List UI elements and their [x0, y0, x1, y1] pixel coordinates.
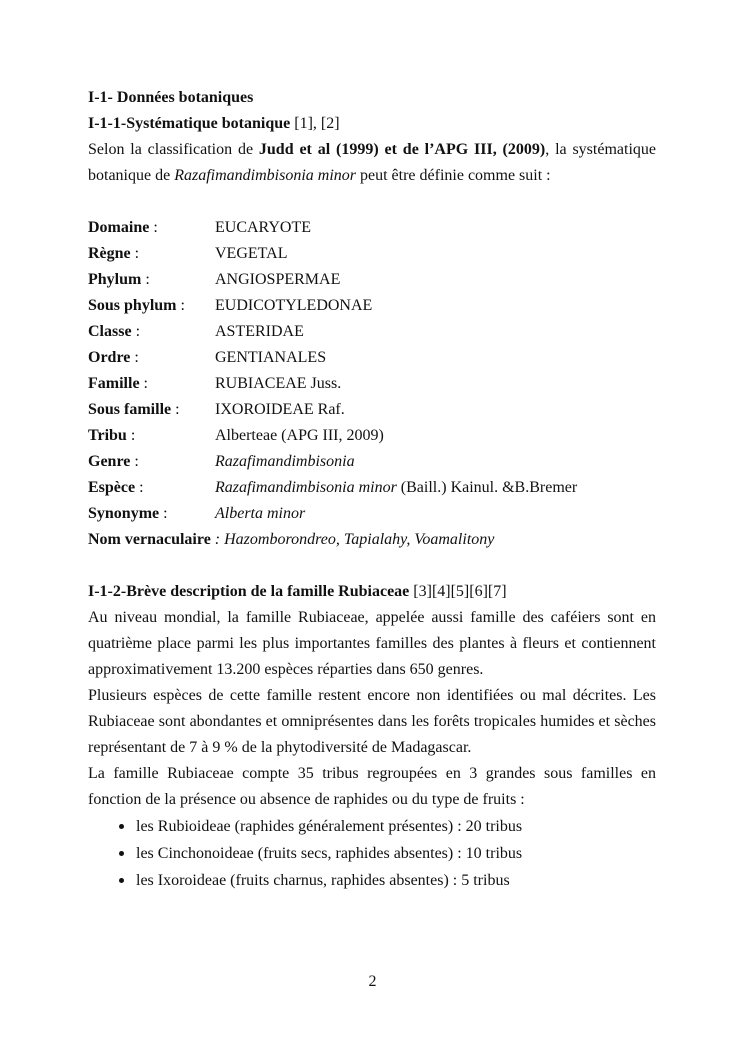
taxonomy-separator: : — [210, 531, 225, 548]
subsection-heading-systematique — [88, 111, 656, 137]
blank-line — [88, 189, 656, 215]
taxonomy-label-text: Famille — [88, 375, 140, 392]
intro-paragraph — [88, 137, 656, 189]
taxonomy-value-normal: EUDICOTYLEDONAE — [215, 297, 373, 314]
taxonomy-label — [88, 241, 215, 267]
taxonomy-value — [215, 449, 656, 475]
taxonomy-separator: : — [130, 453, 139, 470]
taxonomy-label — [88, 423, 215, 449]
taxonomy-label-text: Nom vernaculaire — [88, 531, 211, 548]
citation-refs: [1], [2] — [290, 115, 340, 132]
blank-line — [88, 553, 656, 579]
subsection-heading-text: I-1-2-Brève description de la famille Rubiaceae — [88, 583, 410, 600]
taxonomy-row-phylum — [88, 267, 656, 293]
subsection-heading-description-rubiaceae — [88, 579, 656, 605]
page-number: 2 — [368, 973, 377, 990]
taxonomy-row-classe — [88, 319, 656, 345]
taxonomy-value-normal: IXOROIDEAE Raf. — [215, 401, 345, 418]
taxonomy-label — [88, 345, 215, 371]
taxonomy-separator: : — [130, 245, 140, 262]
taxonomy-label — [88, 319, 215, 345]
taxonomy-label-text: Règne — [88, 245, 131, 262]
intro-species-italic: Razafimandimbisonia minor — [174, 167, 356, 184]
taxonomy-value — [215, 475, 656, 501]
taxonomy-label — [88, 475, 215, 501]
taxonomy-label — [88, 293, 215, 319]
taxonomy-separator: : — [131, 323, 141, 340]
taxonomy-value — [215, 215, 656, 241]
taxonomy-label — [88, 449, 215, 475]
intro-text-1: Selon la classification de — [88, 141, 259, 158]
taxonomy-row-synonyme — [88, 501, 656, 527]
section-heading-donnees-botaniques — [88, 85, 656, 111]
taxonomy-label-text: Espèce — [88, 479, 136, 496]
citation-refs: [3][4][5][6][7] — [409, 583, 507, 600]
intro-text-2: , la systématique botanique de — [88, 141, 656, 184]
taxonomy-value-normal: VEGETAL — [215, 245, 288, 262]
subsection-heading-text: I-1-1-Systématique botanique — [88, 115, 291, 132]
taxonomy-label-text: Classe — [88, 323, 132, 340]
taxonomy-row-sous-phylum — [88, 293, 656, 319]
taxonomy-label — [88, 397, 215, 423]
taxonomy-value — [215, 371, 656, 397]
taxonomy-separator: : — [171, 401, 180, 418]
taxonomy-row-espece — [88, 475, 656, 501]
taxonomy-row-nom-vernaculaire — [88, 527, 656, 553]
taxonomy-value — [215, 345, 656, 371]
description-paragraph-1: Au niveau mondial, la famille Rubiaceae, appelée aussi famille des caféiers sont en quatrième place parmi les plus importantes familles des plantes à fleurs et contiennent approximativement 13.200 espèces réparties dans 650 genres. — [88, 609, 656, 678]
taxonomy-label — [88, 215, 215, 241]
taxonomy-value-normal: (Baill.) Kainul. &B.Bremer — [396, 479, 578, 496]
taxonomy-label-text: Sous famille — [88, 401, 172, 418]
taxonomy-value-normal: ASTERIDAE — [215, 323, 304, 340]
taxonomy-label-text: Domaine — [88, 219, 150, 236]
taxonomy-row-ordre — [88, 345, 656, 371]
taxonomy-separator: : — [130, 349, 139, 366]
taxonomy-value — [215, 267, 656, 293]
taxonomy-value — [215, 293, 656, 319]
taxonomy-row-regne — [88, 241, 656, 267]
taxonomy-row-sous-famille — [88, 397, 656, 423]
taxonomy-label-text: Ordre — [88, 349, 131, 366]
taxonomy-separator: : — [159, 505, 168, 522]
taxonomy-label-text: Tribu — [88, 427, 127, 444]
taxonomy-label-text: Genre — [88, 453, 131, 470]
taxonomy-label — [88, 267, 215, 293]
bullet-item-rubioideae: les Rubioideae (raphides généralement présentes) : 20 tribus — [88, 813, 656, 840]
taxonomy-row-famille — [88, 371, 656, 397]
taxonomy-value-normal: EUCARYOTE — [215, 219, 311, 236]
taxonomy-value-italic: Hazomborondreo, Tapialahy, Voamalitony — [224, 531, 495, 548]
taxonomy-value — [215, 319, 656, 345]
taxonomy-label — [88, 371, 215, 397]
taxonomy-value-normal: ANGIOSPERMAE — [215, 271, 341, 288]
subfamily-bullet-list — [88, 813, 656, 894]
description-paragraph-3: La famille Rubiaceae compte 35 tribus regroupées en 3 grandes sous familles en fonction de la présence ou absence de raphides ou du type de fruits : — [88, 765, 656, 808]
taxonomy-separator: : — [126, 427, 136, 444]
taxonomy-value — [215, 501, 656, 527]
bullet-item-ixoroideae: les Ixoroideae (fruits charnus, raphides absentes) : 5 tribus — [88, 867, 656, 894]
taxonomy-value-italic: Razafimandimbisonia — [215, 453, 355, 470]
bullet-item-cinchonoideae: les Cinchonoideae (fruits secs, raphides absentes) : 10 tribus — [88, 840, 656, 867]
taxonomy-value-normal: RUBIACEAE Juss. — [215, 375, 342, 392]
taxonomy-label-text: Synonyme — [88, 505, 160, 522]
intro-authors-bold: Judd et al (1999) et de l’APG III, (2009) — [258, 141, 546, 158]
taxonomy-row-tribu — [88, 423, 656, 449]
taxonomy-label-text: Sous phylum — [88, 297, 177, 314]
taxonomy-value-normal: Alberteae (APG III, 2009) — [215, 427, 384, 444]
taxonomy-value-italic: Razafimandimbisonia minor — [215, 479, 397, 496]
taxonomy-value-italic: Alberta minor — [215, 505, 306, 522]
taxonomy-separator: : — [141, 271, 150, 288]
taxonomy-separator: : — [176, 297, 185, 314]
taxonomy-value-normal: GENTIANALES — [215, 349, 327, 366]
taxonomy-value — [215, 423, 656, 449]
taxonomy-row-genre — [88, 449, 656, 475]
taxonomy-separator: : — [135, 479, 144, 496]
taxonomy-value — [215, 397, 656, 423]
description-paragraph-2: Plusieurs espèces de cette famille restent encore non identifiées ou mal décrites. Les Rubiaceae sont abondantes et omniprésentes dans les forêts tropicales humides et sèches représentant de 7 à 9 % de la phytodiversité de Madagascar. — [88, 687, 656, 756]
taxonomy-list — [88, 215, 656, 553]
taxonomy-label-text: Phylum — [88, 271, 142, 288]
intro-text-3: peut être définie comme suit : — [356, 167, 551, 184]
taxonomy-row-domaine — [88, 215, 656, 241]
taxonomy-separator: : — [139, 375, 148, 392]
taxonomy-separator: : — [149, 219, 158, 236]
section-heading-text: I-1- Données botaniques — [88, 89, 254, 106]
taxonomy-label — [88, 501, 215, 527]
taxonomy-value — [215, 241, 656, 267]
